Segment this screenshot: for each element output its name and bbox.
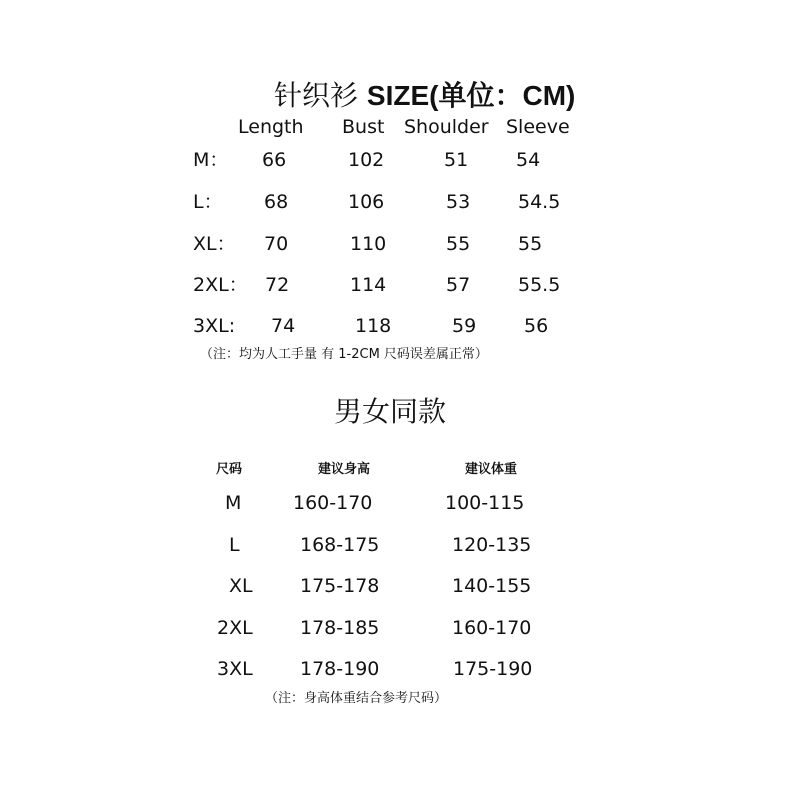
sweater-size-label: L：	[193, 191, 223, 213]
unisex-weight-value: 120-135	[452, 534, 532, 556]
sweater-measure-note: （注：均为人工手量 有 1-2CM 尺码误差属正常）	[200, 347, 488, 362]
header-recommended-weight: 建议体重	[465, 462, 518, 477]
sweater-shoulder-value: 55	[446, 233, 471, 255]
sweater-length-value: 74	[271, 315, 296, 337]
unisex-height-value: 175-178	[300, 575, 380, 597]
sweater-bust-value: 102	[348, 149, 385, 171]
sweater-title-cn: 针织衫	[274, 79, 359, 112]
unisex-weight-value: 175-190	[453, 658, 533, 680]
sweater-length-value: 66	[262, 149, 287, 171]
sweater-size-label: XL：	[193, 233, 236, 255]
header-shoulder: Shoulder	[404, 116, 489, 138]
unisex-title: 男女同款	[334, 395, 447, 428]
sweater-sleeve-value: 54	[516, 149, 541, 171]
sweater-shoulder-value: 57	[446, 274, 471, 296]
sweater-shoulder-value: 53	[446, 191, 471, 213]
sweater-size-title	[274, 79, 576, 112]
unisex-size-label: M	[225, 492, 242, 514]
unisex-height-value: 178-185	[300, 617, 380, 639]
unisex-weight-value: 160-170	[452, 617, 532, 639]
header-size: 尺码	[216, 462, 243, 477]
sweater-sleeve-value: 56	[524, 315, 549, 337]
unisex-size-label: XL	[229, 575, 253, 597]
sweater-length-value: 68	[264, 191, 289, 213]
sweater-shoulder-value: 59	[452, 315, 477, 337]
unisex-reference-note: （注：身高体重结合参考尺码）	[265, 691, 448, 706]
sweater-shoulder-value: 51	[444, 149, 469, 171]
sweater-size-label: M：	[193, 149, 229, 171]
sweater-size-label: 2XL：	[193, 274, 248, 296]
unisex-size-label: L	[229, 534, 240, 556]
sweater-bust-value: 106	[348, 191, 385, 213]
unisex-height-value: 178-190	[300, 658, 380, 680]
unisex-size-label: 3XL	[217, 658, 253, 680]
header-recommended-height: 建议身高	[318, 462, 371, 477]
unisex-weight-value: 140-155	[452, 575, 532, 597]
unisex-weight-value: 100-115	[445, 492, 525, 514]
sweater-sleeve-value: 55.5	[518, 274, 561, 296]
unisex-size-label: 2XL	[217, 617, 253, 639]
header-sleeve: Sleeve	[506, 116, 570, 138]
sweater-sleeve-value: 55	[518, 233, 543, 255]
unisex-height-value: 168-175	[300, 534, 380, 556]
sweater-length-value: 70	[264, 233, 289, 255]
sweater-length-value: 72	[265, 274, 290, 296]
sweater-bust-value: 114	[350, 274, 387, 296]
unisex-height-value: 160-170	[293, 492, 373, 514]
header-bust: Bust	[342, 116, 385, 138]
sweater-bust-value: 118	[355, 315, 392, 337]
sweater-size-label: 3XL:	[193, 315, 236, 337]
sweater-bust-value: 110	[350, 233, 387, 255]
sweater-sleeve-value: 54.5	[518, 191, 561, 213]
sweater-title-unit: SIZE(单位：CM)	[366, 80, 576, 111]
header-length: Length	[238, 116, 304, 138]
